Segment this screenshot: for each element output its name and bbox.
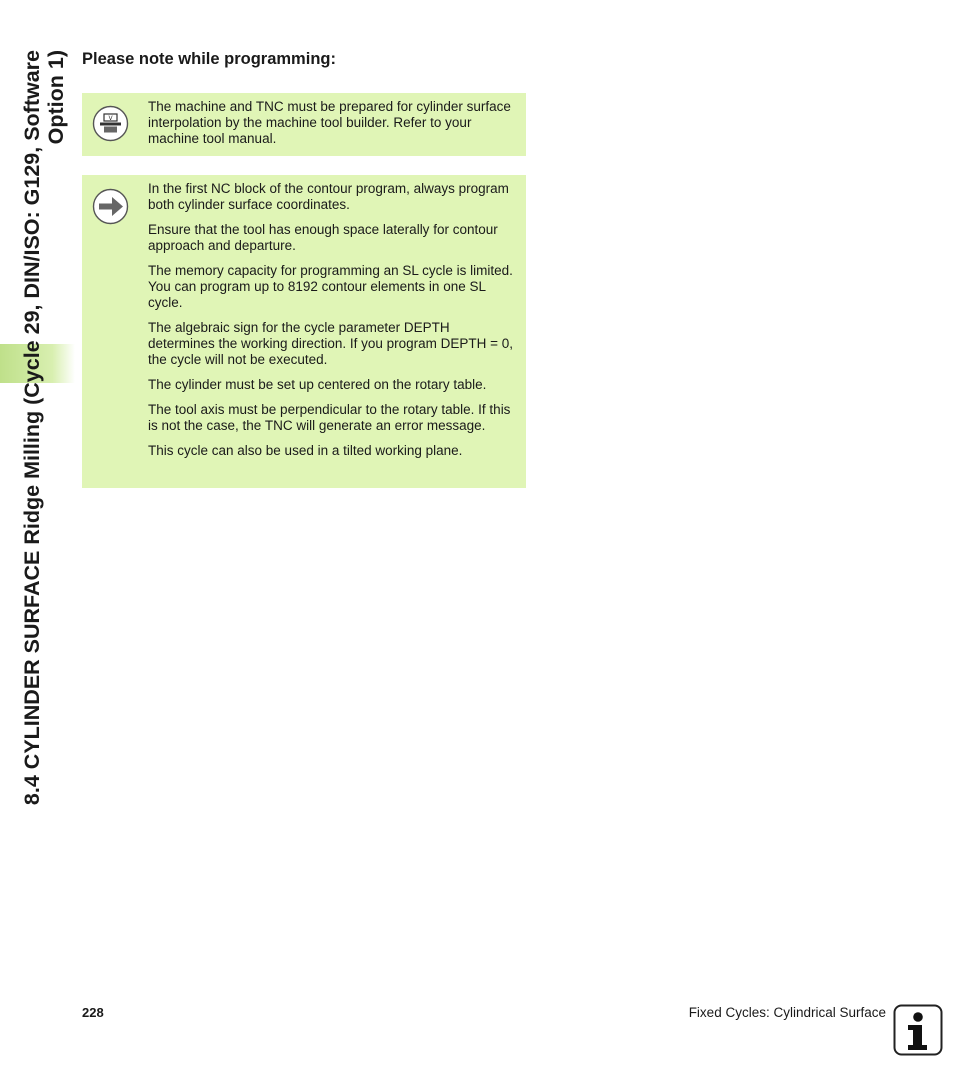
note-paragraph: This cycle can also be used in a tilted working plane. <box>148 443 463 458</box>
note-paragraph: Ensure that the tool has enough space laterally for contour approach and departure. <box>148 222 498 253</box>
note-paragraph: The machine and TNC must be prepared for cylinder surface interpolation by the machine tool builder. Refer to your machine tool manual. <box>148 99 511 146</box>
note-machine-text <box>148 99 516 156</box>
note-paragraph: The cylinder must be set up centered on the rotary table. <box>148 377 487 392</box>
note-paragraph: The algebraic sign for the cycle parameter DEPTH determines the working direction. If you program DEPTH = 0, the cycle will not be executed. <box>148 320 514 367</box>
side-title: 8.4 CYLINDER SURFACE Ridge Milling (Cycle 29, DIN/ISO: G129, Software Option 1) <box>20 50 68 806</box>
arrow-right-icon <box>92 188 129 225</box>
section-heading: Please note while programming: <box>82 50 336 68</box>
note-programming-text <box>148 181 516 468</box>
note-paragraph: The tool axis must be perpendicular to the rotary table. If this is not the case, the TNC will generate an error message. <box>148 402 511 433</box>
machine-icon <box>92 105 129 142</box>
page-number: 228 <box>82 1005 104 1020</box>
info-icon <box>893 1004 943 1056</box>
note-paragraph: The memory capacity for programming an SL cycle is limited. You can program up to 8192 contour elements in one SL cycle. <box>148 263 513 310</box>
svg-text:V: V <box>108 115 113 122</box>
note-programming <box>82 175 526 488</box>
note-machine <box>82 93 526 156</box>
side-title-container <box>20 50 80 950</box>
footer-chapter-title: Fixed Cycles: Cylindrical Surface <box>688 1005 886 1020</box>
note-paragraph: In the first NC block of the contour program, always program both cylinder surface coordinates. <box>148 181 509 212</box>
